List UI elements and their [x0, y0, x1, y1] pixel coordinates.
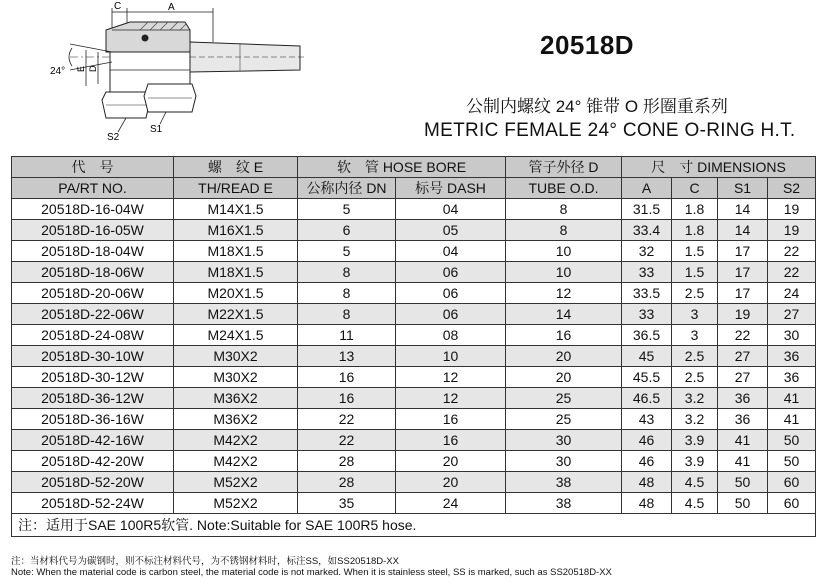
header-thread-cn: 螺 纹 E [174, 157, 298, 178]
table-cell: 22 [298, 430, 396, 451]
table-cell: 20518D-52-20W [12, 472, 174, 493]
header-part-cn: 代 号 [12, 157, 174, 178]
table-row [12, 409, 816, 430]
table-row [12, 346, 816, 367]
table-cell: 20 [506, 346, 622, 367]
table-cell: 3.2 [672, 409, 718, 430]
table-cell: 17 [718, 241, 768, 262]
table-cell: 36 [718, 409, 768, 430]
table-cell: 20518D-24-08W [12, 325, 174, 346]
header-dash: 标号 DASH [396, 178, 506, 199]
table-cell: M36X2 [174, 409, 298, 430]
table-cell: 36 [768, 346, 816, 367]
table-cell: 24 [768, 283, 816, 304]
header-dimensions: 尺 寸 DIMENSIONS [622, 157, 816, 178]
table-cell: 20518D-16-05W [12, 220, 174, 241]
table-cell: 19 [718, 304, 768, 325]
fitting-drawing [0, 0, 330, 148]
table-cell: 27 [718, 367, 768, 388]
table-cell: 30 [506, 451, 622, 472]
table-cell: 04 [396, 199, 506, 220]
table-cell: 20518D-18-04W [12, 241, 174, 262]
table-cell: M24X1.5 [174, 325, 298, 346]
table-cell: 1.8 [672, 199, 718, 220]
table-row [12, 451, 816, 472]
table-cell: 19 [768, 199, 816, 220]
table-cell: 20518D-30-10W [12, 346, 174, 367]
table-cell: M30X2 [174, 346, 298, 367]
table-cell: 20518D-20-06W [12, 283, 174, 304]
table-cell: 20518D-22-06W [12, 304, 174, 325]
table-cell: 46 [622, 430, 672, 451]
table-cell: 27 [718, 346, 768, 367]
table-cell: M20X1.5 [174, 283, 298, 304]
header-hose-bore: 软 管 HOSE BORE [298, 157, 506, 178]
table-cell: 50 [768, 451, 816, 472]
table-cell: M18X1.5 [174, 241, 298, 262]
table-cell: 3.9 [672, 430, 718, 451]
table-cell: 45.5 [622, 367, 672, 388]
table-cell: 11 [298, 325, 396, 346]
table-cell: 20518D-36-16W [12, 409, 174, 430]
table-cell: 60 [768, 493, 816, 514]
table-cell: 36.5 [622, 325, 672, 346]
table-cell: 10 [506, 241, 622, 262]
table-cell: 16 [506, 325, 622, 346]
table-cell: 33.5 [622, 283, 672, 304]
table-cell: 20518D-52-24W [12, 493, 174, 514]
header-part-en: PA/RT NO. [12, 178, 174, 199]
header-tube-cn: 管子外径 D [506, 157, 622, 178]
table-cell: 27 [768, 304, 816, 325]
footnote-english: Note: When the material code is carbon steel, the material code is not marked. When it is stainless steel, SS is marked, such as SS20518D-XX [11, 567, 612, 578]
header-a: A [622, 178, 672, 199]
table-cell: 8 [298, 304, 396, 325]
table-row [12, 325, 816, 346]
table-cell: 33.4 [622, 220, 672, 241]
dim-label-a: A [168, 2, 175, 13]
table-row [12, 367, 816, 388]
table-cell: 28 [298, 451, 396, 472]
table-cell: 12 [396, 367, 506, 388]
table-cell: 06 [396, 262, 506, 283]
table-row [12, 388, 816, 409]
table-cell: 14 [718, 220, 768, 241]
table-cell: 17 [718, 283, 768, 304]
table-cell: 06 [396, 283, 506, 304]
table-cell: 5 [298, 241, 396, 262]
table-cell: 08 [396, 325, 506, 346]
table-cell: 20 [396, 451, 506, 472]
table-cell: 10 [506, 262, 622, 283]
table-cell: 10 [396, 346, 506, 367]
table-cell: 3.2 [672, 388, 718, 409]
table-cell: 17 [718, 262, 768, 283]
table-row [12, 304, 816, 325]
table-cell: 8 [506, 199, 622, 220]
table-cell: 22 [718, 325, 768, 346]
table-cell: 3 [672, 325, 718, 346]
table-cell: 20518D-42-20W [12, 451, 174, 472]
table-cell: 50 [768, 430, 816, 451]
dim-label-s2: S2 [107, 132, 120, 143]
header-s1: S1 [718, 178, 768, 199]
table-cell: 3 [672, 304, 718, 325]
table-note: 注：适用于SAE 100R5软管. Note:Suitable for SAE 100R5 hose. [12, 514, 816, 537]
table-cell: 41 [768, 388, 816, 409]
header-c: C [672, 178, 718, 199]
table-cell: 5 [298, 199, 396, 220]
table-cell: 16 [396, 430, 506, 451]
title-english: METRIC FEMALE 24° CONE O-RING H.T. [424, 120, 796, 141]
table-cell: 31.5 [622, 199, 672, 220]
table-cell: 12 [506, 283, 622, 304]
table-cell: 8 [298, 262, 396, 283]
dim-label-s1: S1 [150, 124, 163, 135]
table-cell: 20518D-36-12W [12, 388, 174, 409]
table-cell: 41 [718, 451, 768, 472]
table-cell: 50 [718, 493, 768, 514]
header-thread-en: TH/READ E [174, 178, 298, 199]
table-cell: 05 [396, 220, 506, 241]
table-cell: M52X2 [174, 472, 298, 493]
table-cell: 24 [396, 493, 506, 514]
table-cell: 20 [506, 367, 622, 388]
table-cell: 1.8 [672, 220, 718, 241]
table-cell: 30 [768, 325, 816, 346]
table-cell: 04 [396, 241, 506, 262]
table-row [12, 472, 816, 493]
table-cell: 19 [768, 220, 816, 241]
header-tube-en: TUBE O.D. [506, 178, 622, 199]
table-cell: 6 [298, 220, 396, 241]
table-cell: 33 [622, 262, 672, 283]
table-row [12, 262, 816, 283]
table-cell: 43 [622, 409, 672, 430]
table-cell: 38 [506, 472, 622, 493]
table-cell: 25 [506, 388, 622, 409]
table-cell: 41 [718, 430, 768, 451]
table-cell: M42X2 [174, 430, 298, 451]
spec-table [11, 156, 816, 537]
table-cell: 20518D-42-16W [12, 430, 174, 451]
table-cell: 22 [298, 409, 396, 430]
table-cell: 16 [298, 388, 396, 409]
table-cell: 1.5 [672, 262, 718, 283]
table-cell: M18X1.5 [174, 262, 298, 283]
table-cell: 14 [506, 304, 622, 325]
table-cell: 50 [718, 472, 768, 493]
dim-label-c: C [114, 1, 122, 12]
table-cell: 2.5 [672, 346, 718, 367]
table-cell: M22X1.5 [174, 304, 298, 325]
table-cell: 20 [396, 472, 506, 493]
table-cell: 8 [298, 283, 396, 304]
table-cell: 20518D-16-04W [12, 199, 174, 220]
table-cell: 46.5 [622, 388, 672, 409]
table-cell: 28 [298, 472, 396, 493]
table-cell: 4.5 [672, 472, 718, 493]
table-cell: 4.5 [672, 493, 718, 514]
table-row [12, 220, 816, 241]
table-cell: 13 [298, 346, 396, 367]
table-cell: 41 [768, 409, 816, 430]
table-cell: 20518D-30-12W [12, 367, 174, 388]
table-cell: 22 [768, 262, 816, 283]
table-cell: 16 [298, 367, 396, 388]
table-cell: 30 [506, 430, 622, 451]
table-cell: 22 [768, 241, 816, 262]
product-code: 20518D [540, 30, 635, 60]
table-cell: 2.5 [672, 367, 718, 388]
table-cell: 1.5 [672, 241, 718, 262]
table-cell: 12 [396, 388, 506, 409]
table-cell: 25 [506, 409, 622, 430]
table-cell: M52X2 [174, 493, 298, 514]
table-row [12, 199, 816, 220]
table-cell: 2.5 [672, 283, 718, 304]
table-cell: M16X1.5 [174, 220, 298, 241]
table-cell: 20518D-18-06W [12, 262, 174, 283]
table-cell: M36X2 [174, 388, 298, 409]
title-chinese: 公制内螺纹 24° 锥带 O 形圈重系列 [466, 97, 728, 116]
table-cell: M42X2 [174, 451, 298, 472]
table-row [12, 241, 816, 262]
table-cell: 3.9 [672, 451, 718, 472]
table-cell: 32 [622, 241, 672, 262]
table-cell: 38 [506, 493, 622, 514]
table-row [12, 283, 816, 304]
table-cell: M30X2 [174, 367, 298, 388]
dim-label-e: E [76, 65, 86, 72]
table-row [12, 430, 816, 451]
table-cell: 14 [718, 199, 768, 220]
table-cell: 36 [768, 367, 816, 388]
table-cell: 48 [622, 493, 672, 514]
table-cell: 06 [396, 304, 506, 325]
table-cell: 36 [718, 388, 768, 409]
table-cell: 8 [506, 220, 622, 241]
table-row [12, 493, 816, 514]
table-cell: 46 [622, 451, 672, 472]
table-cell: M14X1.5 [174, 199, 298, 220]
table-cell: 33 [622, 304, 672, 325]
table-cell: 60 [768, 472, 816, 493]
table-cell: 35 [298, 493, 396, 514]
angle-label: 24° [50, 66, 66, 77]
table-cell: 45 [622, 346, 672, 367]
table-cell: 16 [396, 409, 506, 430]
header-dn: 公称内径 DN [298, 178, 396, 199]
header-s2: S2 [768, 178, 816, 199]
footnote-chinese: 注：当材料代号为碳钢时，则不标注材料代号，为不锈钢材料时，标注SS，如SS20518D-XX [11, 556, 399, 567]
table-cell: 48 [622, 472, 672, 493]
dim-label-d: D [88, 65, 98, 72]
